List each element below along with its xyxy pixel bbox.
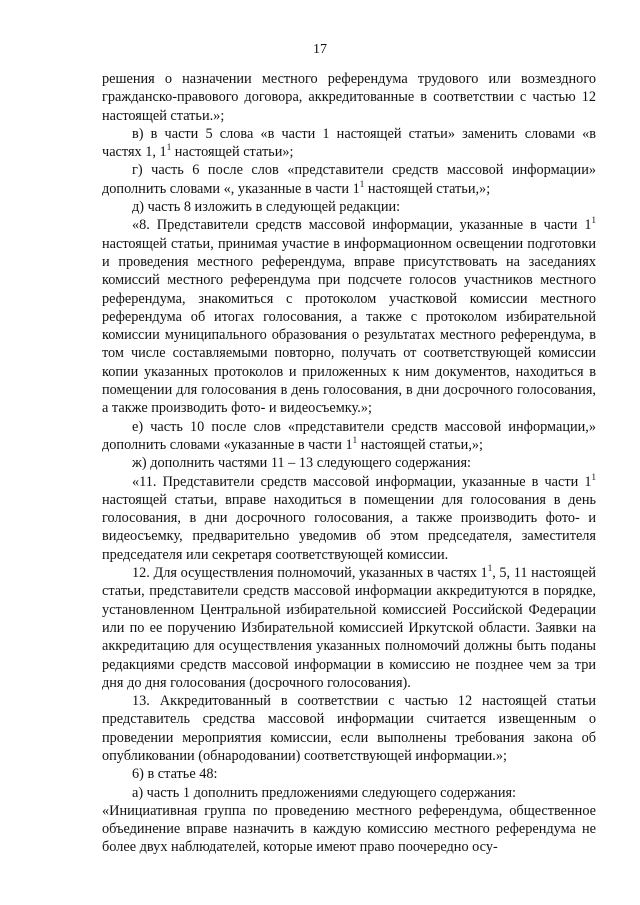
text-run: настоящей статьи, принимая участие в информационном освещении подготовки и проведения местного референдума, вправе присутствовать на заседаниях комиссий местного референдума при подсчете голосов участников местного референдума, знакомиться с протоколом участковой комиссии местного референдума об итогах голосования, а также с протоколом избирательной комиссии муниципального образования о результатах местного референдума, в том числе составляемыми повторно, получать от соответствующей комиссии копии указанных протоколов и приложенных к ним документов, находиться в помещении для голосования в день голосования, в дни досрочного голосования, а также производить фото- и видеосъемку.»; [102,235,596,417]
superscript: 1 [166,142,172,153]
paragraph [102,216,596,417]
text-run: решения о назначении местного референдума трудового или возмездного гражданско-правового договора, аккредитованные в соответствии с частью 12 настоящей статьи.»; [102,71,596,124]
text-run: ж) дополнить частями 11 – 13 следующего содержания: [132,455,471,472]
text-run: 12. Для осуществления полномочий, указанных в частях 1 [132,565,488,582]
text-run: 13. Аккредитованный в соответствии с частью 12 настоящей статьи представитель средства массовой информации считается извещенным о проведении мероприятия комиссии, если выполнены требования закона об опубликовании (обнародовании) соответствующей информации.»; [102,693,596,764]
document-body [102,70,596,857]
paragraph [102,473,596,564]
text-run: , 5, 11 настоящей статьи, представители средств массовой информации аккредитуются в порядке, установленном Центральной избирательной комиссией Российской Федерации или по ее поручению Избирательной комиссией Иркутской области. Заявки на аккредитацию для осуществления указанных полномочий должны быть поданы редакциями средств массовой информации в комиссию не позднее чем за три дня до дня голосования (досрочного голосования). [102,565,596,691]
superscript: 1 [591,215,596,226]
text-run: настоящей статьи,»; [357,436,484,453]
superscript: 1 [591,471,596,482]
paragraph [102,765,596,783]
text-run: «11. Представители средств массовой информации, указанные в части 1 [132,473,592,490]
paragraph [102,802,596,857]
paragraph [102,784,596,802]
paragraph [102,454,596,472]
text-run: в) в части 5 слова «в части 1 настоящей статьи» заменить словами «в частях 1, 1 [102,125,596,161]
paragraph [102,125,596,162]
text-run: д) часть 8 изложить в следующей редакции: [132,199,401,216]
text-run: 6) в статье 48: [132,766,218,783]
text-run: настоящей статьи, вправе находиться в помещении для голосования в день голосования, в дни досрочного голосования, а также производить фото- и видеосъемку, предварительно уведомив об этом председателя, заместителя председателя или секретаря соответствующей комиссии. [102,491,596,563]
superscript: 1 [487,563,493,574]
text-run: а) часть 1 дополнить предложениями следующего содержания: [132,784,517,801]
superscript: 1 [352,435,358,446]
paragraph [102,198,596,216]
text-run: «8. Представители средств массовой информации, указанные в части 1 [132,217,592,234]
paragraph [102,564,596,692]
paragraph [102,70,596,125]
paragraph [102,692,596,765]
text-run: настоящей статьи»; [171,144,294,161]
paragraph [102,161,596,198]
superscript: 1 [359,179,365,190]
text-run: настоящей статьи,»; [364,180,491,197]
text-run: г) часть 6 после слов «представители средств массовой информации» дополнить словами «, указанные в части 1 [102,162,596,197]
text-run: е) часть 10 после слов «представители средств массовой информации,» дополнить словами «указанные в части 1 [102,418,596,453]
text-run: «Инициативная группа по проведению местного референдума, общественное объединение вправе назначить в каждую комиссию местного референдума не более двух наблюдателей, которые имеют право поочередно осу- [102,802,596,856]
paragraph [102,418,596,455]
page-number: 17 [313,42,327,57]
